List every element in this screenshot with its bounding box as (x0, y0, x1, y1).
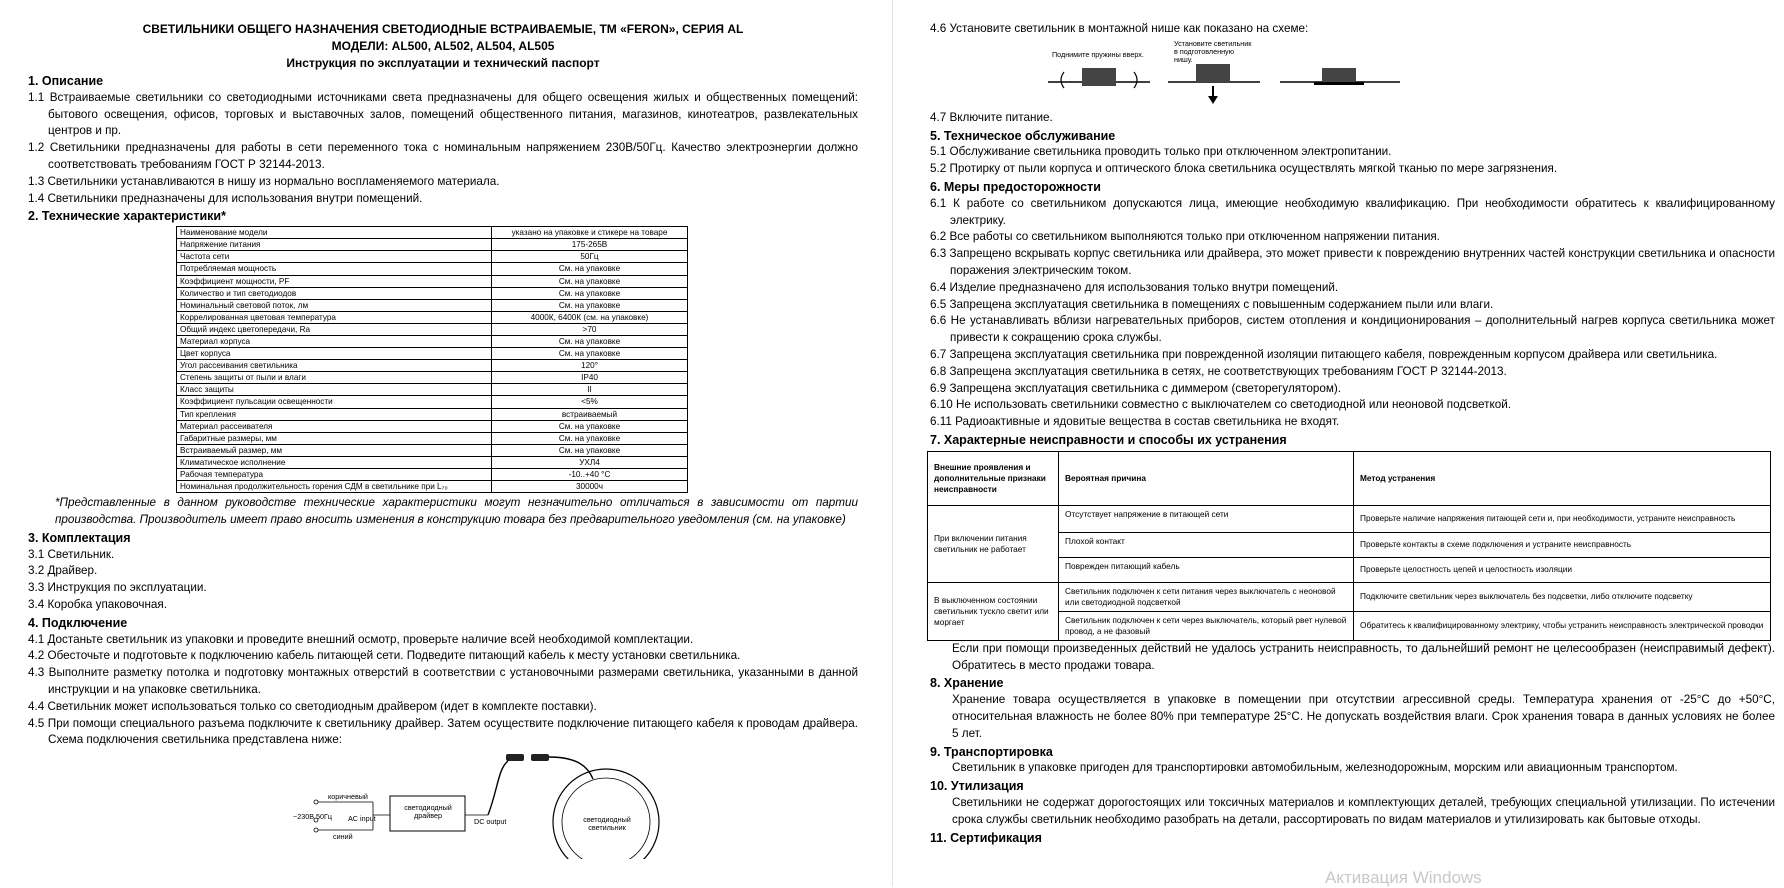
wiring-diagram (28, 749, 858, 859)
spec-row (177, 275, 688, 287)
spec-row (177, 299, 688, 311)
symptom-no-light: При включении питания светильник не работает (928, 505, 1059, 582)
section-2-heading: 2. Технические характеристики* (28, 209, 226, 224)
section-9-text: Светильник в упаковке пригоден для транспортировки автомобильным, железнодорожным, морским или авиационным транспортом. (952, 761, 1678, 775)
item-6-6: 6.6 Не устанавливать вблизи нагревательных приборов, систем отопления и кондиционирования – дополнительный нагрев корпуса светильника может привести к сокращению срока службы. (930, 314, 1775, 345)
header-remedy: Метод устранения (1354, 451, 1771, 505)
item-4-4: 4.4 Светильник может использоваться только со светодиодным драйвером (идет в комплекте поставки). (28, 699, 597, 713)
spec-value-cell: IP40 (492, 372, 688, 384)
cause-cell: Отсутствует напряжение в питающей сети (1059, 505, 1354, 532)
spec-row (177, 384, 688, 396)
spec-value-cell: 30000ч (492, 481, 688, 493)
dc-output-label: DC output (474, 817, 507, 827)
section-8-text: Хранение товара осуществляется в упаковке в помещении при отсутствии агрессивной среды. Температура хранения от -25°С до +50°С, относительная влажность не более 80% при температуре 25°С. Не допускать воздействия влаги. Срок хранения товара в данных условиях не более 5 лет. (952, 693, 1775, 740)
section-5-heading: 5. Техническое обслуживание (930, 128, 1116, 143)
section-10-text: Светильники не содержат дорогостоящих или токсичных материалов и комплектующих деталей, требующих специальной утилизации. По истечении срока службы светильник необходимо разобрать на детали, рассортировать по видам материалов и утилизировать как бытовые отходы. (952, 795, 1775, 826)
spec-name-cell: Материал корпуса (177, 336, 492, 348)
item-1-1: 1.1 Встраиваемые светильники со светодиодными источниками света предназначены для общего освещения жилых и общественных помещений: бытового освещения, офисов, торговых и выставочных залов, помещений общественного питания, магазинов, кинотеатров, развлекательных центров и пр. (28, 90, 858, 138)
section-6-heading: 6. Меры предосторожности (930, 179, 1101, 194)
wire-blue-label: синий (333, 832, 353, 842)
spec-row (177, 239, 688, 251)
symptom-dim-glow: В выключенном состоянии светильник тускло светит или моргает (928, 582, 1059, 640)
item-3-2: 3.2 Драйвер. (28, 564, 98, 578)
doc-title-line-2: МОДЕЛИ: AL500, AL502, AL504, AL505 (331, 39, 555, 53)
remedy-cell: Подключите светильник через выключатель без подсветки, либо отключите подсветку (1354, 582, 1771, 611)
remedy-cell: Проверьте наличие напряжения питающей сети и, при необходимости, устраните неисправность (1354, 505, 1771, 532)
cause-cell: Светильник подключен к сети через выключатель, который рвет нулевой провод, а не фазовый (1059, 611, 1354, 640)
page-divider (892, 0, 893, 886)
cause-cell: Светильник подключен к сети питания через выключатель с неоновой или светодиодной подсветкой (1059, 582, 1354, 611)
spec-value-cell: II (492, 384, 688, 396)
section-9-heading: 9. Транспортировка (930, 744, 1053, 759)
spec-value-cell: 120° (492, 360, 688, 372)
troubleshooting-table (927, 451, 1771, 641)
spec-value-cell: См. на упаковке (492, 263, 688, 275)
spec-name-cell: Частота сети (177, 251, 492, 263)
spec-row (177, 323, 688, 335)
spec-row (177, 396, 688, 408)
spec-value-cell: См. на упаковке (492, 336, 688, 348)
cause-cell: Плохой контакт (1059, 532, 1354, 557)
spec-value-cell: См. на упаковке (492, 275, 688, 287)
item-4-1: 4.1 Достаньте светильник из упаковки и проведите внешний осмотр, проверьте наличие всей необходимой комплектации. (28, 632, 694, 646)
section-8-heading: 8. Хранение (930, 676, 1004, 691)
spec-name-cell: Тип крепления (177, 408, 492, 420)
spec-row (177, 336, 688, 348)
section-11-heading: 11. Сертификация (930, 830, 1042, 845)
spec-value-cell: См. на упаковке (492, 348, 688, 360)
spec-name-cell: Номинальная продолжительность горения СДМ в светильнике при L₇₀ (177, 481, 492, 493)
spec-value-cell: встраиваемый (492, 408, 688, 420)
item-5-2: 5.2 Протирку от пыли корпуса и оптического блока светильника осуществлять мягкой тканью по мере загрязнения. (930, 162, 1558, 176)
item-6-8: 6.8 Запрещена эксплуатация светильника в сетях, не соответствующих требованиям ГОСТ Р 32144-2013. (930, 364, 1507, 378)
section-7-footnote: Если при помощи произведенных действий не удалось устранить неисправность, то дальнейший ремонт не целесообразен (неисправимый дефект). Обратитесь в место продажи товара. (952, 641, 1775, 672)
spec-row (177, 360, 688, 372)
spec-name-cell: Общий индекс цветопередачи, Ra (177, 323, 492, 335)
spec-name-cell: Габаритные размеры, мм (177, 432, 492, 444)
section-3-heading: 3. Комплектация (28, 530, 131, 545)
spec-value-cell: -10..+40 °С (492, 469, 688, 481)
mounting-diagram-drawing (930, 38, 1775, 110)
header-symptoms: Внешние проявления и дополнительные признаки неисправности (928, 451, 1059, 505)
right-page (930, 0, 1775, 886)
mounting-diagram (930, 38, 1775, 110)
spec-name-cell: Коэффициент мощности, PF (177, 275, 492, 287)
spec-name-cell: Цвет корпуса (177, 348, 492, 360)
spec-row (177, 287, 688, 299)
item-6-7: 6.7 Запрещена эксплуатация светильника при поврежденной изоляции питающего кабеля, поврежденным корпусом драйвера или светильника. (930, 347, 1718, 361)
driver-label: светодиодный драйвер (404, 803, 452, 821)
remedy-cell: Обратитесь к квалифицированному электрику, чтобы устранить неисправность электрической проводки (1354, 611, 1771, 640)
item-6-3: 6.3 Запрещено вскрывать корпус светильника или драйвера, это может привести к повреждению внутренних частей конструкции светильника и опасности поражения электрическим током. (930, 247, 1775, 277)
spec-value-cell: См. на упаковке (492, 444, 688, 456)
spec-value-cell: См. на упаковке (492, 420, 688, 432)
spec-value-cell: 50Гц (492, 251, 688, 263)
doc-title-line-3: Инструкция по эксплуатации и технический паспорт (286, 56, 600, 70)
item-6-11: 6.11 Радиоактивные и ядовитые вещества в состав светильника не входят. (930, 415, 1340, 429)
spec-name-cell: Потребляемая мощность (177, 263, 492, 275)
spec-row (177, 420, 688, 432)
spec-name-cell: Класс защиты (177, 384, 492, 396)
spec-row (177, 263, 688, 275)
item-6-9: 6.9 Запрещена эксплуатация светильника с диммером (светорегулятором). (930, 381, 1342, 395)
header-cause: Вероятная причина (1059, 451, 1354, 505)
spec-row (177, 348, 688, 360)
wire-brown-label: коричневый (328, 792, 368, 802)
table-header-row (928, 451, 1771, 505)
remedy-cell: Проверьте целостность цепей и целостность изоляции (1354, 557, 1771, 582)
item-4-7: 4.7 Включите питание. (930, 110, 1053, 124)
spec-value-cell: 4000К, 6400К (см. на упаковке) (492, 311, 688, 323)
spec-name-cell: Рабочая температура (177, 469, 492, 481)
spec-value-cell: УХЛ4 (492, 456, 688, 468)
spec-value-cell: См. на упаковке (492, 299, 688, 311)
spec-value-cell: 175-265В (492, 239, 688, 251)
item-4-5: 4.5 При помощи специального разъема подключите к светильнику драйвер. Затем осуществите подключение питающего кабеля к проводам драйвера. Схема подключения светильника представлена ниже: (28, 716, 858, 747)
mount-step-2-label: Установите светильник в подготовленную нишу. (1174, 38, 1252, 64)
spec-name-cell: Угол рассеивания светильника (177, 360, 492, 372)
item-6-1: 6.1 К работе со светильником допускаются лица, имеющие необходимую квалификацию. При необходимости обратитесь к квалифицированному электрику. (930, 196, 1775, 227)
item-6-4: 6.4 Изделие предназначено для использования только внутри помещений. (930, 280, 1339, 294)
item-5-1: 5.1 Обслуживание светильника проводить только при отключенном электропитании. (930, 145, 1392, 159)
spec-name-cell: Напряжение питания (177, 239, 492, 251)
section-4-heading: 4. Подключение (28, 615, 128, 630)
windows-activation-watermark: Активация Windows (1325, 868, 1482, 887)
item-1-4: 1.4 Светильники предназначены для использования внутри помещений. (28, 191, 423, 205)
ac-input-label: AC input (348, 814, 376, 824)
spec-row (177, 444, 688, 456)
spec-value-cell: указано на упаковке и стикере на товаре (492, 227, 688, 239)
spec-row (177, 469, 688, 481)
spec-name-cell: Климатическое исполнение (177, 456, 492, 468)
spec-value-cell: >70 (492, 323, 688, 335)
item-6-10: 6.10 Не использовать светильники совместно с выключателем со светодиодной или неоновой подсветкой. (930, 398, 1512, 412)
spec-row (177, 408, 688, 420)
cause-cell: Поврежден питающий кабель (1059, 557, 1354, 582)
spec-note: *Представленные в данном руководстве технические характеристики могут незначительно отличаться в зависимости от партии производства. Производитель имеет право вносить изменения в конструкцию товара без предварительного уведомления (см. на упаковке) (55, 496, 858, 527)
spec-name-cell: Коррелированная цветовая температура (177, 311, 492, 323)
item-1-2: 1.2 Светильники предназначены для работы в сети переменного тока с номинальным напряжением 230В/50Гц. Качество электроэнергии должно соответствовать требованиям ГОСТ Р 32144-2013. (28, 141, 858, 171)
item-6-2: 6.2 Все работы со светильником выполняются только при отключенном напряжении питания. (930, 230, 1440, 244)
spec-name-cell: Количество и тип светодиодов (177, 287, 492, 299)
spec-name-cell: Встраиваемый размер, мм (177, 444, 492, 456)
section-1-heading: 1. Описание (28, 74, 104, 88)
spec-name-cell: Наименование модели (177, 227, 492, 239)
section-7-heading: 7. Характерные неисправности и способы их устранения (930, 432, 1287, 447)
mount-step-1-label: Поднимите пружины вверх. (1052, 49, 1144, 59)
spec-name-cell: Степень защиты от пыли и влаги (177, 372, 492, 384)
spec-name-cell: Номинальный световой поток, лм (177, 299, 492, 311)
voltage-label: ~230В 50Гц (293, 812, 332, 822)
item-4-3: 4.3 Выполните разметку потолка и подготовку монтажных отверстий в соответствии с установочными размерами светильника, указанными в данной инструкции и на упаковке светильника. (28, 666, 858, 696)
spec-value-cell: См. на упаковке (492, 287, 688, 299)
spec-row (177, 251, 688, 263)
item-3-3: 3.3 Инструкция по эксплуатации. (28, 581, 207, 595)
spec-row (177, 311, 688, 323)
spec-row (177, 432, 688, 444)
left-page (28, 0, 858, 886)
spec-row (177, 481, 688, 493)
spec-row (177, 227, 688, 239)
spec-row (177, 372, 688, 384)
item-1-3: 1.3 Светильники устанавливаются в нишу из нормально воспламеняемого материала. (28, 174, 500, 188)
table-row (928, 505, 1771, 532)
spec-value-cell: <5% (492, 396, 688, 408)
spec-name-cell: Материал рассеивателя (177, 420, 492, 432)
section-10-heading: 10. Утилизация (930, 779, 1024, 794)
spec-row (177, 456, 688, 468)
remedy-cell: Проверьте контакты в схеме подключения и устраните неисправность (1354, 532, 1771, 557)
table-row (928, 582, 1771, 611)
lamp-label: светодиодный светильник (583, 815, 631, 833)
doc-title-line-1: СВЕТИЛЬНИКИ ОБЩЕГО НАЗНАЧЕНИЯ СВЕТОДИОДНЫЕ ВСТРАИВАЕМЫЕ, ТМ «FERON», СЕРИЯ AL (142, 22, 744, 36)
item-4-6: 4.6 Установите светильник в монтажной нише как показано на схеме: (930, 22, 1309, 35)
spec-value-cell: См. на упаковке (492, 432, 688, 444)
item-3-1: 3.1 Светильник. (28, 547, 115, 561)
spec-table (176, 226, 688, 493)
spec-name-cell: Коэффициент пульсации освещенности (177, 396, 492, 408)
item-6-5: 6.5 Запрещена эксплуатация светильника в помещениях с повышенным содержанием пыли или влаги. (930, 297, 1494, 311)
item-3-4: 3.4 Коробка упаковочная. (28, 598, 167, 612)
item-4-2: 4.2 Обесточьте и подготовьте к подключению кабель питающей сети. Подведите питающий кабель к месту установки светильника. (28, 649, 741, 663)
